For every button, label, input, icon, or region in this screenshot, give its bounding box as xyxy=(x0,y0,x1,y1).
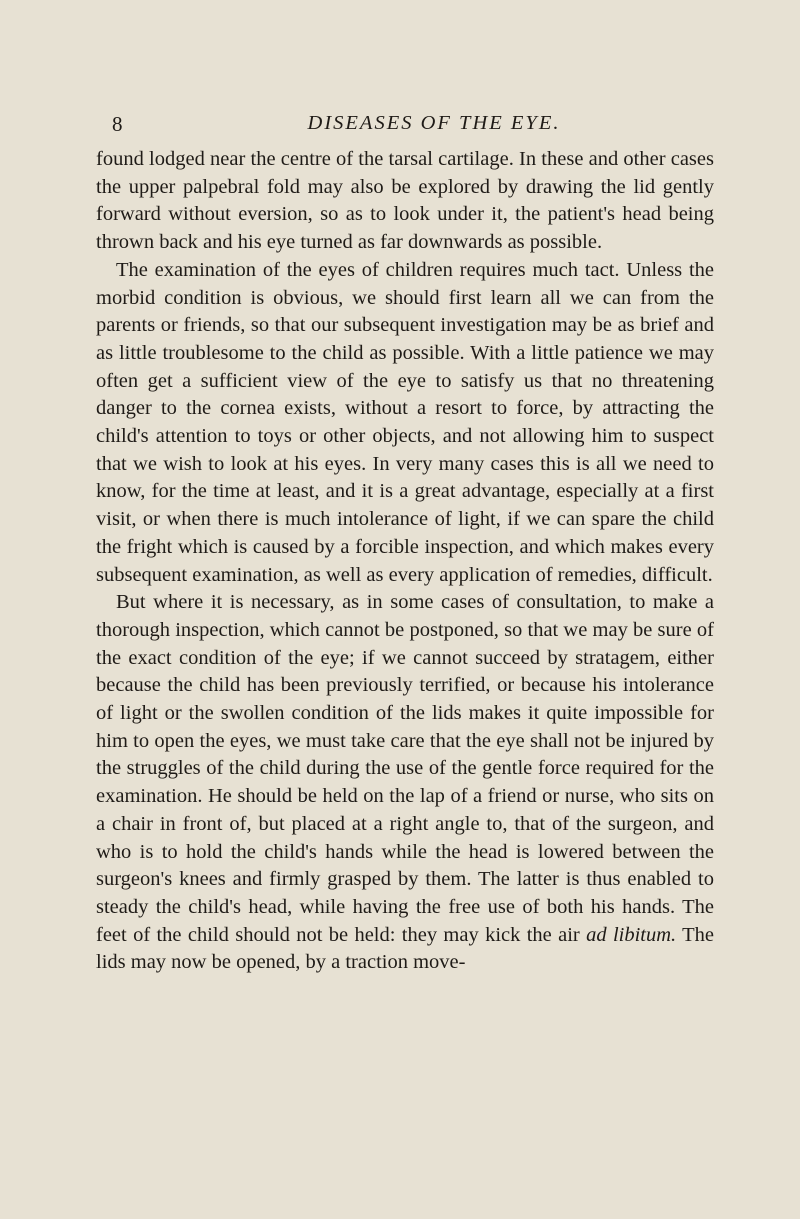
running-head xyxy=(112,112,716,142)
paragraph xyxy=(96,589,714,977)
page-number: 8 xyxy=(112,112,123,136)
paragraph-text-end: The lids may now be opened, by a traction move- xyxy=(96,923,715,974)
italic-phrase: ad libitum. xyxy=(586,923,677,946)
paragraph: found lodged near the centre of the tarsal cartilage. In these and other cases the upper palpebral fold may also be explored by drawing the lid gently forward without eversion, so as to look under it, the patient's head being thrown back and his eye turned as far downwards as possible. xyxy=(96,148,714,254)
body-text xyxy=(96,146,714,977)
running-title: DISEASES OF THE EYE. xyxy=(307,112,561,134)
paragraph: The examination of the eyes of children requires much tact. Unless the morbid condition is obvious, we should first learn all we can from the parents or friends, so that our subsequent investigation may be as brief and as little troublesome to the child as possible. With a little patience we may often get a sufficient view of the eye to satisfy us that no threatening danger to the cornea exists, without a resort to force, by attracting the child's attention to toys or other objects, and not allowing him to suspect that we wish to look at his eyes. In very many cases this is all we need to know, for the time at least, and it is a great advantage, especially at a first visit, or when there is much intolerance of light, if we can spare the child the fright which is caused by a forcible inspection, and which makes every subsequent examination, as well as every application of remedies, difficult. xyxy=(96,258,714,586)
paragraph-text: But where it is necessary, as in some cases of consultation, to make a thorough inspection, which cannot be postponed, so that we may be sure of the exact condition of the eye; if we cannot succeed by stratagem, either because the child has been previously terrified, or because his intolerance of light or the swollen condition of the lids makes it quite impossible for him to open the eyes, we must take care that the eye shall not be injured by the struggles of the child during the use of the gentle force required for the examination. He should be held on the lap of a friend or nurse, who sits on a chair in front of, but placed at a right angle to, that of the surgeon, and who is to hold the child's hands while the head is lowered between the surgeon's knees and firmly grasped by them. The latter is thus enabled to steady the child's head, while having the free use of both his hands. The feet of the child should not be held: they may kick the air xyxy=(96,591,714,946)
